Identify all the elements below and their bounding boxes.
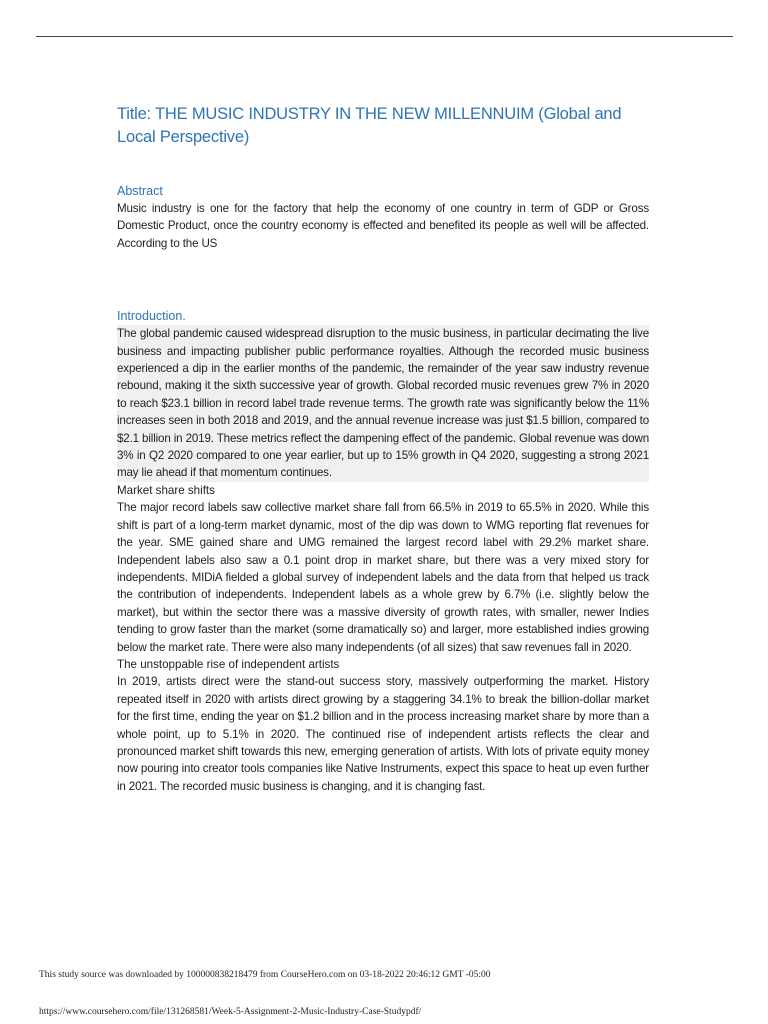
top-rule <box>36 36 733 37</box>
introduction-heading: Introduction. <box>117 309 186 324</box>
independent-artists-heading: The unstoppable rise of independent artists <box>117 657 340 671</box>
abstract-heading: Abstract <box>117 184 163 198</box>
source-url-link[interactable]: https://www.coursehero.com/file/131268581/Week-5-Assignment-2-Music-Industry-Case-Studypdf/ <box>39 1007 422 1017</box>
document-body <box>117 103 649 795</box>
abstract-paragraph: Music industry is one for the factory that help the economy of one country in term of GDP or Gross Domestic Product, once the country economy is effected and benefited its people as well will be affected. According to the US <box>117 202 649 250</box>
document-title: Title: THE MUSIC INDUSTRY IN THE NEW MILLENNUIM (Global and Local Perspective) <box>117 105 622 146</box>
market-share-paragraph: The major record labels saw collective market share fall from 66.5% in 2019 to 65.5% in 2020. While this shift is part of a long-term market dynamic, most of the dip was down to WMG reporting flat revenues for the year. SME gained share and UMG remained the largest record label with 29.2% market share. Independent labels also saw a 0.1 point drop in market share, but there was a very mixed story for independents. MIDiA fielded a global survey of independent labels and the data from that helped us track the contribution of independents. Independent labels as a whole grew by 6.7% (i.e. slightly below the market), but within the sector there was a massive diversity of growth rates, with smaller, newer Indies tending to grow faster than the market (some dramatically so) and larger, more established indies growing below the market rate. There were also many independents (of all sizes) that saw revenues fall in 2020. <box>117 501 649 654</box>
download-notice: This study source was downloaded by 100000838218479 from CourseHero.com on 03-18-2022 20:46:12 GMT -05:00 <box>39 970 491 980</box>
introduction-paragraph: The global pandemic caused widespread disruption to the music business, in particular decimating the live business and impacting publisher public performance royalties. Although the recorded music business experienced a dip in the earlier months of the pandemic, the remainder of the year saw industry revenue rebound, making it the sixth successive year of growth. Global recorded music revenues grew 7% in 2020 to reach $23.1 billion in record label trade revenue terms. The growth rate was significantly below the 11% increases seen in both 2018 and 2019, and the annual revenue increase was just $1.5 billion, compared to $2.1 billion in 2019. These metrics reflect the dampening effect of the pandemic. Global revenue was down 3% in Q2 2020 compared to one year earlier, but up to 15% growth in Q4 2020, suggesting a strong 2021 may lie ahead if that momentum continues. <box>117 325 649 482</box>
market-share-heading: Market share shifts <box>117 483 215 497</box>
independent-artists-paragraph: In 2019, artists direct were the stand-out success story, massively outperforming the market. History repeated itself in 2020 with artists direct growing by a staggering 34.1% to break the billion-dollar market for the first time, ending the year on $1.2 billion and in the process increasing market share by more than a whole point, up to 5.1% in 2020. The continued rise of independent artists reflects the clear and pronounced market shift towards this new, emerging generation of artists. With lots of private equity money now pouring into creator tools companies like Native Instruments, expect this space to heat up even further in 2021. The recorded music business is changing, and it is changing fast. <box>117 675 649 793</box>
